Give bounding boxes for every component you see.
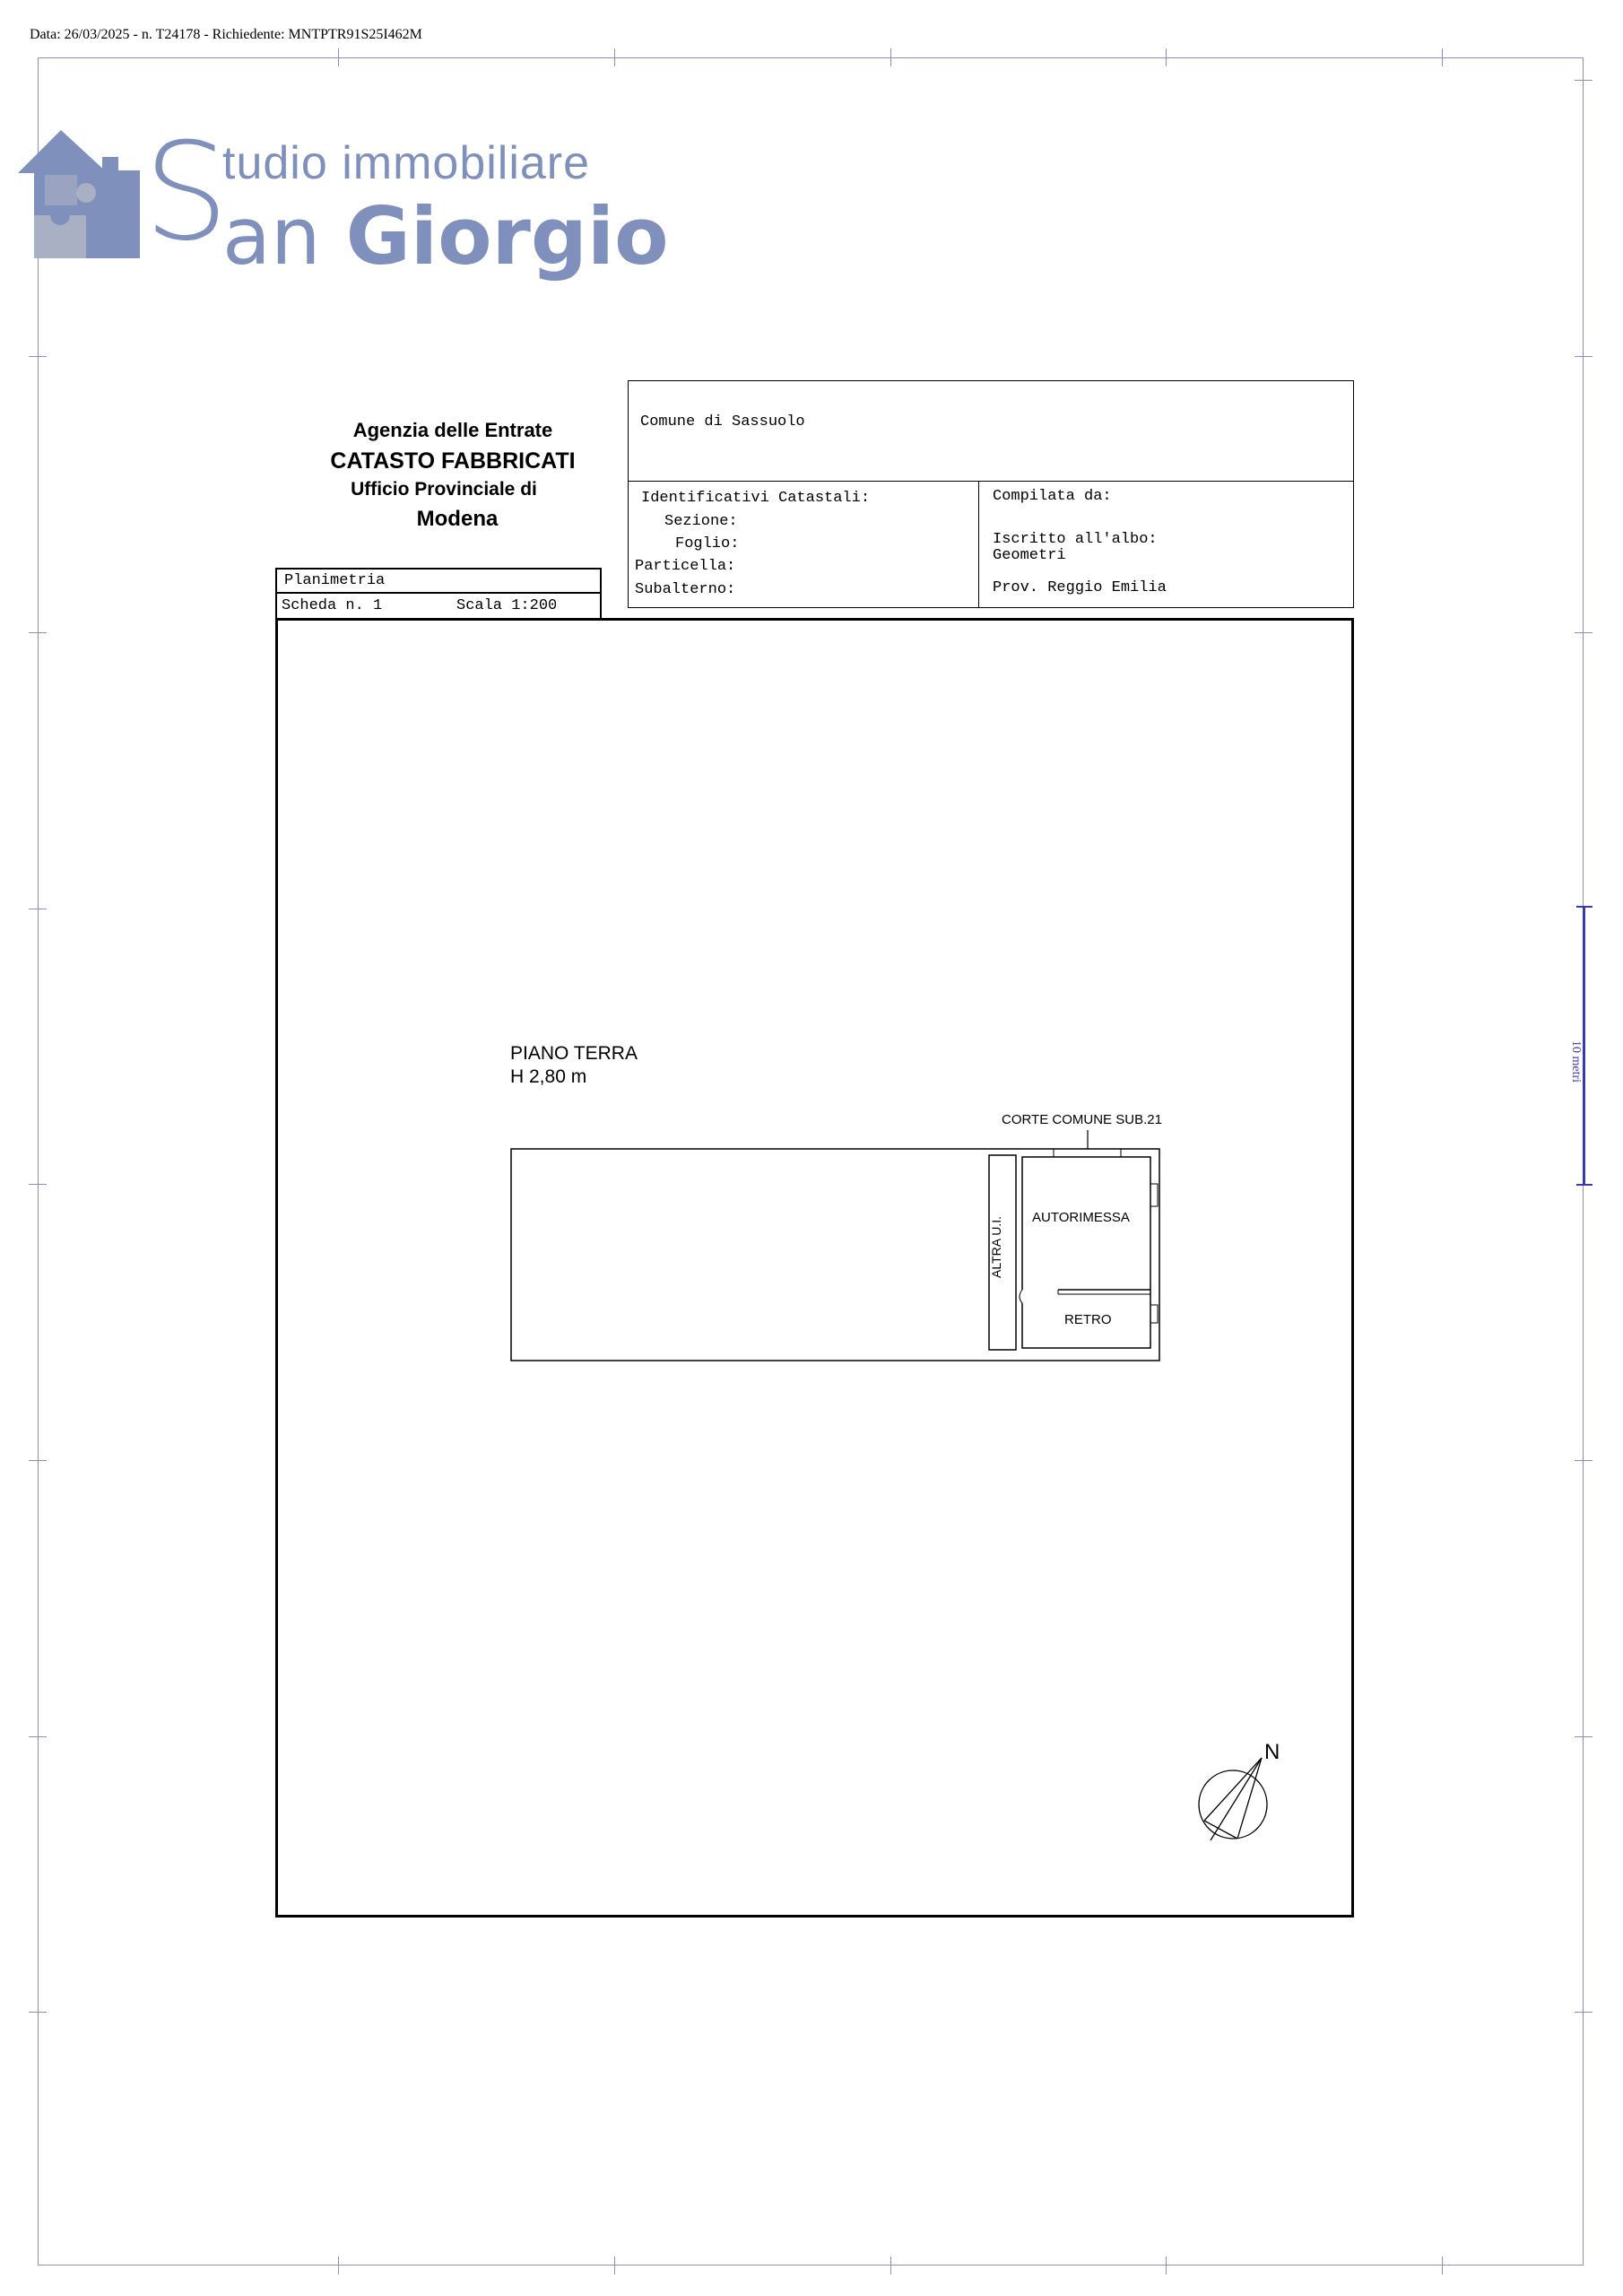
scale-bar-cap-bottom bbox=[1576, 1184, 1593, 1186]
altra-ui-label: ALTRA U.I. bbox=[989, 1216, 1003, 1278]
particella-label: Particella: bbox=[635, 558, 736, 575]
identificativi-box bbox=[628, 481, 979, 608]
albo-label: Iscritto all'albo: bbox=[993, 531, 1158, 548]
logo-san-giorgio-text bbox=[222, 190, 669, 283]
piano-label: PIANO TERRA bbox=[510, 1043, 638, 1064]
scale-bar bbox=[1583, 906, 1585, 1186]
scale-bar-cap-top bbox=[1576, 906, 1593, 908]
autorimessa-label: AUTORIMESSA bbox=[1032, 1210, 1130, 1225]
north-compass-icon bbox=[1188, 1740, 1296, 1848]
subalterno-label: Subalterno: bbox=[635, 581, 736, 598]
comune-label: Comune di Sassuolo bbox=[640, 413, 805, 430]
planimetria-box bbox=[275, 568, 602, 620]
scheda-label: Scheda n. 1 bbox=[282, 597, 383, 614]
retro-label: RETRO bbox=[1064, 1312, 1112, 1327]
sezione-label: Sezione: bbox=[664, 513, 738, 530]
scale-bar-label: 10 metri bbox=[1569, 1040, 1583, 1083]
altezza-label: H 2,80 m bbox=[510, 1066, 587, 1087]
floor-plan-drawing bbox=[507, 1112, 1179, 1372]
compilata-title: Compilata da: bbox=[993, 488, 1112, 505]
logo-san-text: an bbox=[222, 190, 346, 283]
ufficio-label: Ufficio Provinciale di bbox=[351, 479, 537, 500]
agency-name: Agenzia delle Entrate bbox=[352, 419, 553, 441]
logo-studio-text: tudio immobiliare bbox=[222, 137, 591, 189]
compilata-box bbox=[978, 481, 1354, 608]
request-header: Data: 26/03/2025 - n. T24178 - Richiedente: MNTPTR91S25I462M bbox=[30, 27, 422, 42]
logo-s-letter: S bbox=[143, 115, 230, 271]
scala-label: Scala 1:200 bbox=[456, 597, 558, 614]
north-label: N bbox=[1264, 1740, 1280, 1764]
foglio-label: Foglio: bbox=[675, 535, 740, 552]
provincia-label: Modena bbox=[416, 507, 499, 531]
comune-box bbox=[628, 380, 1354, 482]
catasto-title: CATASTO FABBRICATI bbox=[330, 448, 576, 474]
identificativi-title: Identificativi Catastali: bbox=[641, 490, 871, 507]
albo-value: Geometri bbox=[993, 547, 1066, 564]
logo-giorgio-text: Giorgio bbox=[345, 190, 669, 283]
provincia-albo: Prov. Reggio Emilia bbox=[993, 579, 1167, 596]
planimetria-divider bbox=[275, 592, 602, 594]
corte-label: CORTE COMUNE SUB.21 bbox=[1002, 1112, 1162, 1127]
planimetria-title: Planimetria bbox=[284, 572, 386, 589]
